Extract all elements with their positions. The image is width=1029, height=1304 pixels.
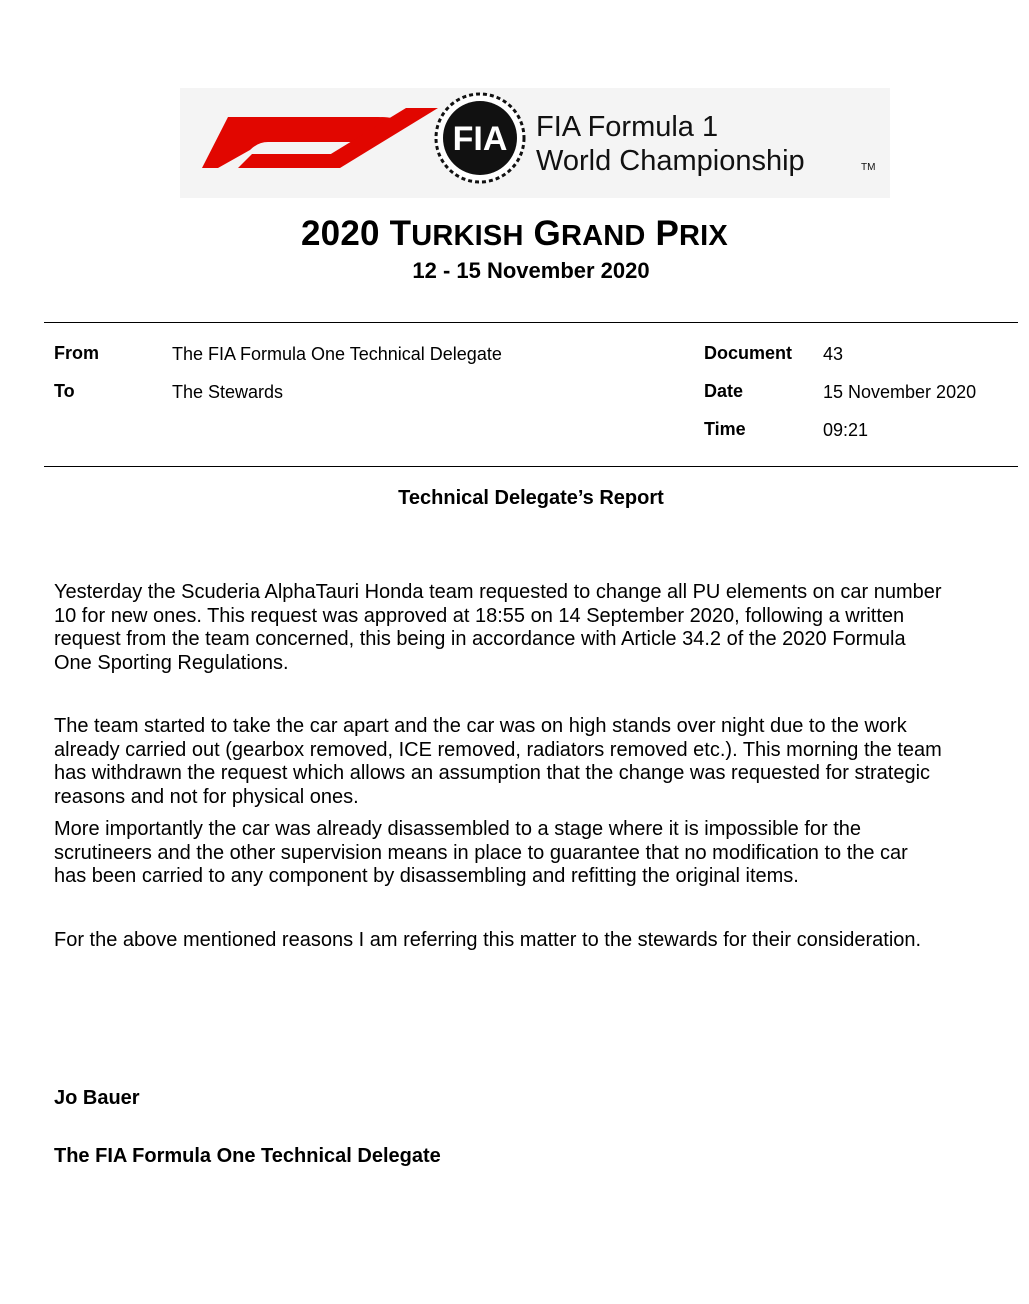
- fia-emblem-icon: [436, 94, 524, 182]
- paragraph-2: The team started to take the car apart and the car was on high stands over night due to the work already carried out (gearbox removed, ICE removed, radiators removed etc.). This morning the team has withdrawn the request which allows an assumption that the change was requested for strategic reasons and not for physical ones.: [54, 715, 942, 808]
- to-value: The Stewards: [172, 382, 284, 402]
- from-value: The FIA Formula One Technical Delegate: [172, 344, 502, 364]
- to-label: To: [54, 381, 75, 401]
- paragraph-3: More importantly the car was already disassembled to a stage where it is impossible for the scrutineers and the other supervision means in place to guarantee that no modification to the car has been carried to any component by disassembling and refitting the original items.: [54, 818, 908, 887]
- paragraph-1: Yesterday the Scuderia AlphaTauri Honda team requested to change all PU elements on car number 10 for new ones. This request was approved at 18:55 on 14 September 2020, following a written request from the team concerned, this being in accordance with Article 34.2 of the 2020 Formula One Sporting Regulations.: [54, 581, 942, 674]
- fia-f1-logo: [180, 88, 890, 198]
- f1-logo-icon: [180, 88, 890, 198]
- event-title: 2020 TURKISH GRAND PRIX: [301, 214, 728, 253]
- document-label: Document: [704, 343, 793, 363]
- top-divider: [44, 322, 1018, 323]
- event-dates: 12 - 15 November 2020: [412, 258, 650, 283]
- date-label: Date: [704, 381, 744, 401]
- time-label: Time: [704, 419, 746, 439]
- report-title: Technical Delegate’s Report: [398, 487, 664, 509]
- signature-name: Jo Bauer: [54, 1087, 140, 1109]
- signature-title: The FIA Formula One Technical Delegate: [54, 1145, 441, 1167]
- svg-text:FIA: FIA: [452, 120, 508, 158]
- date-value: 15 November 2020: [823, 382, 977, 402]
- document-value: 43: [823, 344, 844, 364]
- paragraph-4: For the above mentioned reasons I am referring this matter to the stewards for their consideration.: [54, 929, 922, 951]
- from-label: From: [54, 343, 99, 363]
- time-value: 09:21: [823, 420, 869, 440]
- logo-line2: World Championship: [536, 145, 805, 177]
- logo-line1: FIA Formula 1: [536, 111, 719, 143]
- bottom-divider: [44, 466, 1018, 467]
- logo-tm: TM: [861, 162, 876, 173]
